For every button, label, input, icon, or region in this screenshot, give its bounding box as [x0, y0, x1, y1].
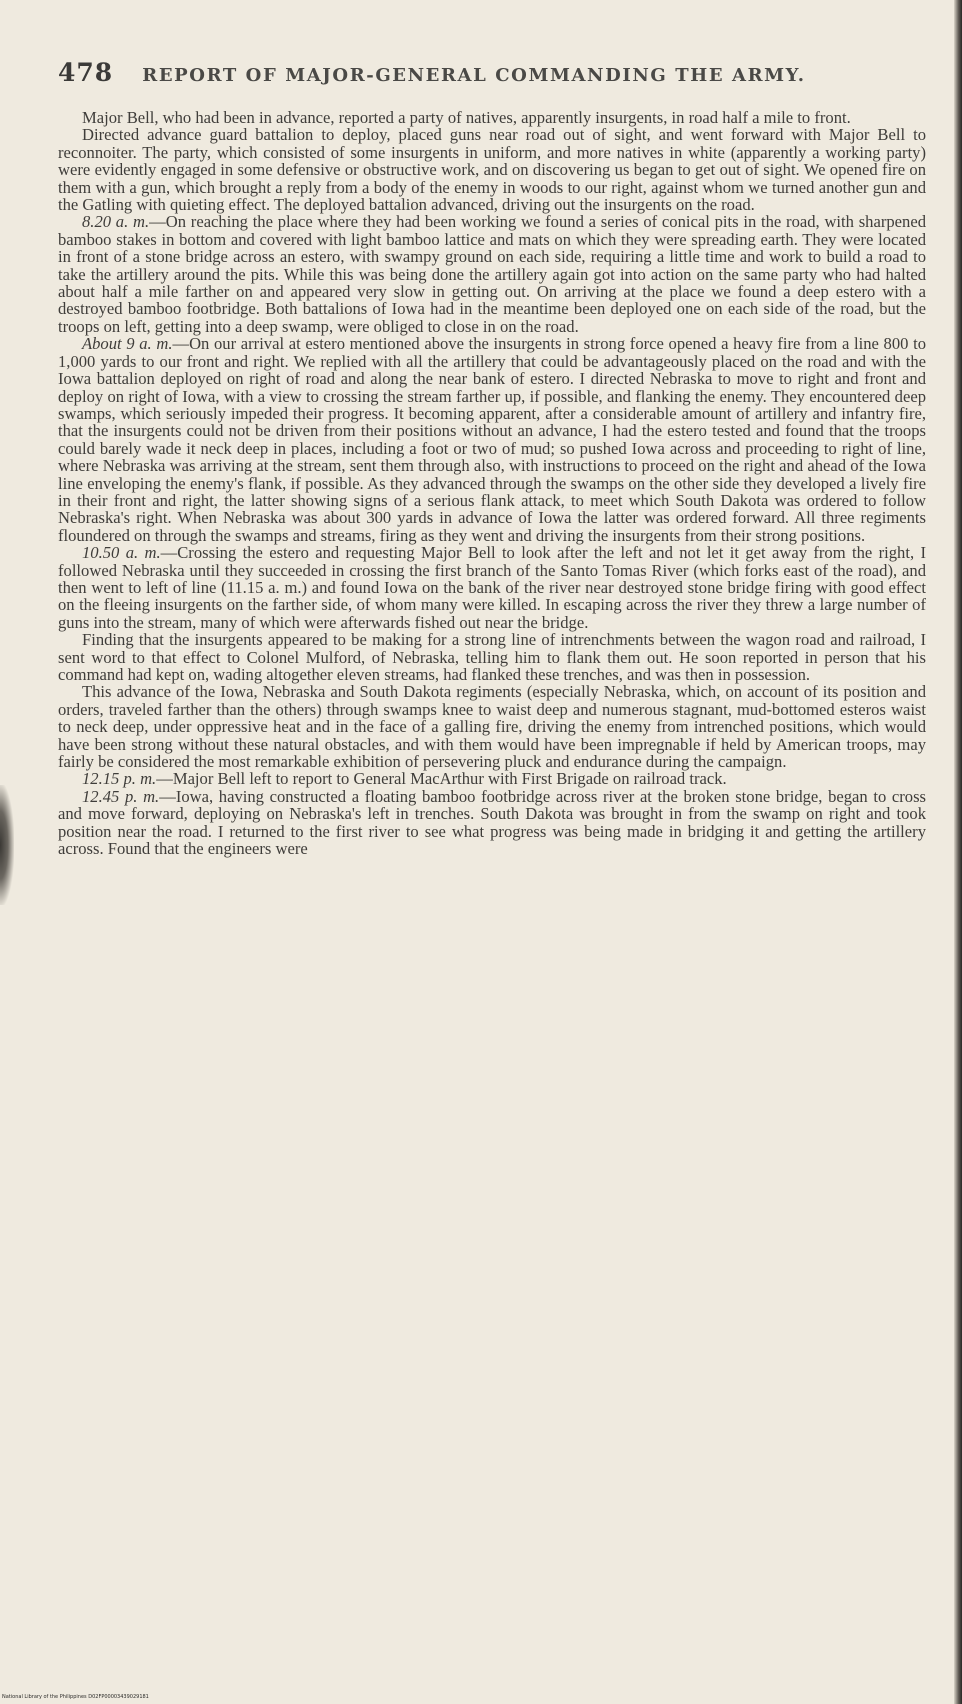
paragraph-text: —On our arrival at estero mentioned above the insurgents in strong force opened a heavy fire from a line 800 to 1,000 yards to our front and right. We replied with all the artillery that could be advantageously placed on the road and with the Iowa battalion deployed on right of road and along the near bank of estero. I directed Nebraska to move to right and front and deploy on right of Iowa, with a view to crossing the stream farther up, if possible, and flanking the enemy. They encountered deep swamps, which seriously impeded their progress. It becoming apparent, after a considerable amount of artillery and infantry fire, that the insurgents could not be driven from their positions without an advance, I had the estero tested and found that the troops could barely wade it neck deep in places, including a foot or two of mud; so pushed Iowa across and proceeding to right of line, where Nebraska was arriving at the stream, sent them through also, with instructions to proceed on the right and ahead of the Iowa line enveloping the enemy's flank, if possible. As they advanced through the swamps on the other side they developed a lively fire in their front and right, the latter showing signs of a serious flank attack, to meet which South Dakota was ordered to follow Nebraska's right. When Nebraska was about 300 yards in advance of Iowa the latter was ordered forward. All three regiments floundered on through the swamps and streams, firing as they went and driving the insurgents from their strong positions. [58, 334, 926, 545]
paragraph-text: —Crossing the estero and requesting Major Bell to look after the left and not let it get away from the right, I followed Nebraska until they succeeded in crossing the first branch of the Santo Tomas River (which forks east of the road), and then went to left of line (11.15 a. m.) and found Iowa on the bank of the river near destroyed stone bridge firing with good effect on the fleeing insurgents on the farther side, of whom many were killed. In escaping across the river they threw a large number of guns into the stream, many of which were afterwards fished out near the bridge. [58, 543, 926, 632]
report-paragraph [58, 770, 926, 787]
report-paragraph [58, 335, 926, 544]
page-binding-edge [954, 0, 962, 1704]
page-header [58, 58, 878, 87]
report-paragraph [58, 544, 926, 631]
report-paragraph [58, 683, 926, 770]
report-paragraph [58, 213, 926, 335]
scan-source-footer: National Library of the Philippines D02FP00003439029181 [2, 1694, 149, 1700]
scan-thumb-mark [0, 785, 14, 905]
page-number: 478 [58, 58, 114, 87]
entry-timestamp: About 9 a. m. [82, 334, 173, 354]
paragraph-text: —Major Bell left to report to General MacArthur with First Brigade on railroad track. [156, 769, 727, 789]
entry-timestamp: 12.45 p. m. [82, 786, 160, 806]
entry-timestamp: 10.50 a. m. [82, 543, 161, 563]
entry-timestamp: 8.20 a. m. [82, 212, 150, 232]
paragraph-text: —Iowa, having constructed a floating bamboo footbridge across river at the broken stone bridge, began to cross and move forward, deploying on Nebraska's left in trenches. South Dakota was brought in from the swamp on right and took position near the road. I returned to the first river to see what progress was being made in bridging it and getting the artillery across. Found that the engineers were [58, 786, 926, 859]
report-paragraph [58, 788, 926, 858]
paragraph-text: Major Bell, who had been in advance, reported a party of natives, apparently insurgents, in road half a mile to front. [82, 109, 851, 127]
paragraph-text: —On reaching the place where they had been working we found a series of conical pits in the road, with sharpened bamboo stakes in bottom and covered with light bamboo lattice and mats on which they were spreading earth. They were located in front of a stone bridge across an estero, with swampy ground on each side, requiring a little time and work to build a road to take the artillery around the pits. While this was being done the artillery again got into action on the same party who had halted about half a mile farther on and appeared very slow in getting out. On arriving at the place we found a deep estero with a destroyed bamboo footbridge. Both battalions of Iowa had in the meantime been deployed one on each side of the road, but the troops on left, getting into a deep swamp, were obliged to close in on the road. [58, 212, 926, 336]
report-paragraph [58, 109, 926, 126]
paragraph-text: This advance of the Iowa, Nebraska and South Dakota regiments (especially Nebraska, which, on account of its position and orders, traveled farther than the others) through swamps knee to waist deep and numerous stagnant, mud-bottomed esteros waist to neck deep, under oppressive heat and in the face of a galling fire, driving the enemy from intrenched positions, which would have been strong without these natural obstacles, and with them would have been impregnable if held by American troops, may fairly be considered the most remarkable exhibition of persevering pluck and endurance during the campaign. [58, 682, 926, 772]
report-paragraph [58, 631, 926, 683]
running-title: REPORT OF MAJOR-GENERAL COMMANDING THE ARMY. [142, 65, 806, 86]
entry-timestamp: 12.15 p. m. [82, 769, 157, 789]
paragraph-text: Directed advance guard battalion to deploy, placed guns near road out of sight, and went forward with Major Bell to reconnoiter. The party, which consisted of some insurgents in uniform, and more natives in white (apparently a working party) were evidently engaged in some defensive or obstructive work, and on discovering us began to get out of sight. We opened fire on them with a gun, which brought a reply from a body of the enemy in woods to our right, against whom we turned another gun and the Gatling with quieting effect. The deployed battalion advanced, driving out the insurgents on the road. [58, 125, 926, 215]
paragraph-text: Finding that the insurgents appeared to be making for a strong line of intrenchments between the wagon road and railroad, I sent word to that effect to Colonel Mulford, of Nebraska, telling him to flank them out. He soon reported in person that his command had kept on, wading altogether eleven streams, had flanked these trenches, and was then in possession. [58, 630, 926, 684]
report-paragraph [58, 126, 926, 213]
report-body [58, 109, 926, 1669]
